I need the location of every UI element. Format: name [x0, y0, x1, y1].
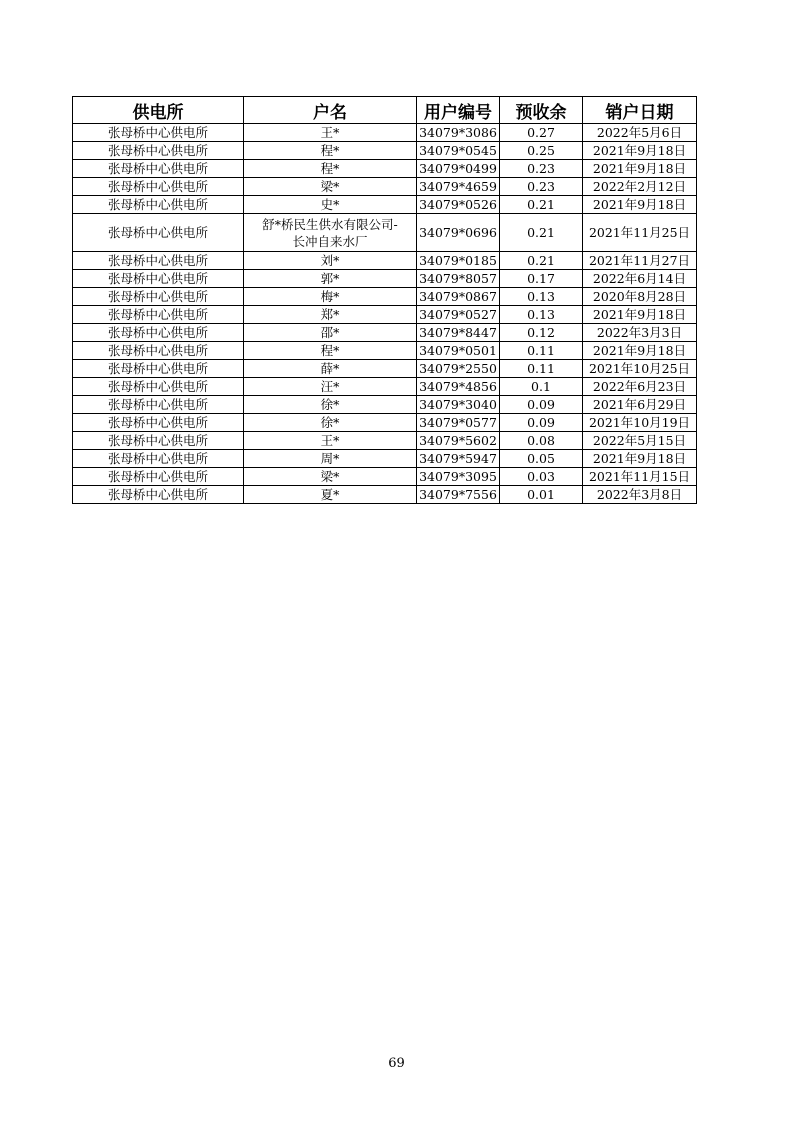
table-row — [73, 414, 697, 432]
page-number: 69 — [388, 1056, 405, 1071]
prepaid-balance-cell: 0.05 — [500, 450, 583, 468]
prepaid-balance-cell: 0.21 — [500, 252, 583, 270]
account-name-cell: 汪* — [244, 378, 417, 396]
table-row — [73, 432, 697, 450]
account-name-cell: 梁* — [244, 468, 417, 486]
closing-date-cell: 2021年9月18日 — [583, 142, 697, 160]
user-id-cell: 34079*0696 — [417, 214, 500, 252]
closing-date-cell: 2021年9月18日 — [583, 196, 697, 214]
power-station-cell: 张母桥中心供电所 — [73, 142, 244, 160]
closing-date-cell: 2021年10月25日 — [583, 360, 697, 378]
account-name-cell: 梁* — [244, 178, 417, 196]
power-station-cell: 张母桥中心供电所 — [73, 214, 244, 252]
account-name-cell: 郭* — [244, 270, 417, 288]
user-id-cell: 34079*0526 — [417, 196, 500, 214]
closing-date-cell: 2021年10月19日 — [583, 414, 697, 432]
header-row — [73, 97, 697, 124]
user-id-cell: 34079*0501 — [417, 342, 500, 360]
table-row — [73, 160, 697, 178]
header-closing-date: 销户日期 — [583, 97, 697, 124]
user-id-cell: 34079*7556 — [417, 486, 500, 504]
prepaid-balance-cell: 0.11 — [500, 360, 583, 378]
power-station-cell: 张母桥中心供电所 — [73, 450, 244, 468]
header-power-station: 供电所 — [73, 97, 244, 124]
power-station-cell: 张母桥中心供电所 — [73, 360, 244, 378]
power-station-cell: 张母桥中心供电所 — [73, 196, 244, 214]
power-station-cell: 张母桥中心供电所 — [73, 160, 244, 178]
user-id-cell: 34079*3040 — [417, 396, 500, 414]
prepaid-balance-cell: 0.23 — [500, 178, 583, 196]
power-station-cell: 张母桥中心供电所 — [73, 378, 244, 396]
account-name-cell: 舒*桥民生供水有限公司- 长冲自来水厂 — [244, 214, 417, 252]
closing-date-cell: 2022年6月14日 — [583, 270, 697, 288]
closing-date-cell: 2022年5月15日 — [583, 432, 697, 450]
power-station-cell: 张母桥中心供电所 — [73, 124, 244, 142]
power-station-cell: 张母桥中心供电所 — [73, 324, 244, 342]
user-id-cell: 34079*3086 — [417, 124, 500, 142]
closed-accounts-table-container — [72, 96, 696, 504]
power-station-cell: 张母桥中心供电所 — [73, 306, 244, 324]
account-name-cell: 夏* — [244, 486, 417, 504]
table-row — [73, 342, 697, 360]
table-row — [73, 142, 697, 160]
power-station-cell: 张母桥中心供电所 — [73, 270, 244, 288]
account-name-cell: 刘* — [244, 252, 417, 270]
user-id-cell: 34079*3095 — [417, 468, 500, 486]
user-id-cell: 34079*2550 — [417, 360, 500, 378]
user-id-cell: 34079*0499 — [417, 160, 500, 178]
closing-date-cell: 2021年9月18日 — [583, 306, 697, 324]
user-id-cell: 34079*4659 — [417, 178, 500, 196]
power-station-cell: 张母桥中心供电所 — [73, 468, 244, 486]
user-id-cell: 34079*4856 — [417, 378, 500, 396]
prepaid-balance-cell: 0.1 — [500, 378, 583, 396]
closing-date-cell: 2021年11月15日 — [583, 468, 697, 486]
table-row — [73, 196, 697, 214]
table-row — [73, 450, 697, 468]
closing-date-cell: 2021年9月18日 — [583, 450, 697, 468]
user-id-cell: 34079*8057 — [417, 270, 500, 288]
account-name-cell: 梅* — [244, 288, 417, 306]
table-header — [73, 97, 697, 124]
closing-date-cell: 2022年6月23日 — [583, 378, 697, 396]
prepaid-balance-cell: 0.25 — [500, 142, 583, 160]
power-station-cell: 张母桥中心供电所 — [73, 486, 244, 504]
prepaid-balance-cell: 0.09 — [500, 414, 583, 432]
account-name-cell: 王* — [244, 432, 417, 450]
account-name-cell: 薛* — [244, 360, 417, 378]
prepaid-balance-cell: 0.08 — [500, 432, 583, 450]
prepaid-balance-cell: 0.11 — [500, 342, 583, 360]
table-row — [73, 360, 697, 378]
user-id-cell: 34079*0545 — [417, 142, 500, 160]
account-name-cell: 徐* — [244, 414, 417, 432]
account-name-cell: 程* — [244, 160, 417, 178]
table-row — [73, 178, 697, 196]
power-station-cell: 张母桥中心供电所 — [73, 432, 244, 450]
power-station-cell: 张母桥中心供电所 — [73, 178, 244, 196]
closing-date-cell: 2022年5月6日 — [583, 124, 697, 142]
prepaid-balance-cell: 0.13 — [500, 288, 583, 306]
table-row — [73, 270, 697, 288]
closing-date-cell: 2021年9月18日 — [583, 342, 697, 360]
user-id-cell: 34079*0577 — [417, 414, 500, 432]
table-row — [73, 468, 697, 486]
power-station-cell: 张母桥中心供电所 — [73, 396, 244, 414]
user-id-cell: 34079*0527 — [417, 306, 500, 324]
closed-accounts-table — [72, 96, 697, 504]
power-station-cell: 张母桥中心供电所 — [73, 342, 244, 360]
prepaid-balance-cell: 0.17 — [500, 270, 583, 288]
table-row — [73, 306, 697, 324]
account-name-cell: 周* — [244, 450, 417, 468]
account-name-cell: 王* — [244, 124, 417, 142]
closing-date-cell: 2021年11月27日 — [583, 252, 697, 270]
table-row — [73, 324, 697, 342]
table-row — [73, 378, 697, 396]
prepaid-balance-cell: 0.23 — [500, 160, 583, 178]
prepaid-balance-cell: 0.03 — [500, 468, 583, 486]
table-row — [73, 288, 697, 306]
table-body — [73, 124, 697, 504]
power-station-cell: 张母桥中心供电所 — [73, 252, 244, 270]
closing-date-cell: 2021年6月29日 — [583, 396, 697, 414]
user-id-cell: 34079*5602 — [417, 432, 500, 450]
closing-date-cell: 2022年3月3日 — [583, 324, 697, 342]
header-prepaid-balance: 预收余 — [500, 97, 583, 124]
power-station-cell: 张母桥中心供电所 — [73, 414, 244, 432]
closing-date-cell: 2022年2月12日 — [583, 178, 697, 196]
user-id-cell: 34079*0185 — [417, 252, 500, 270]
user-id-cell: 34079*5947 — [417, 450, 500, 468]
closing-date-cell: 2021年9月18日 — [583, 160, 697, 178]
account-name-cell: 程* — [244, 342, 417, 360]
account-name-cell: 郑* — [244, 306, 417, 324]
user-id-cell: 34079*8447 — [417, 324, 500, 342]
prepaid-balance-cell: 0.27 — [500, 124, 583, 142]
account-name-cell: 邵* — [244, 324, 417, 342]
closing-date-cell: 2020年8月28日 — [583, 288, 697, 306]
table-row — [73, 252, 697, 270]
account-name-cell: 程* — [244, 142, 417, 160]
table-row — [73, 486, 697, 504]
user-id-cell: 34079*0867 — [417, 288, 500, 306]
table-row — [73, 214, 697, 252]
closing-date-cell: 2021年11月25日 — [583, 214, 697, 252]
prepaid-balance-cell: 0.09 — [500, 396, 583, 414]
table-row — [73, 124, 697, 142]
closing-date-cell: 2022年3月8日 — [583, 486, 697, 504]
prepaid-balance-cell: 0.21 — [500, 196, 583, 214]
account-name-cell: 徐* — [244, 396, 417, 414]
prepaid-balance-cell: 0.21 — [500, 214, 583, 252]
account-name-cell: 史* — [244, 196, 417, 214]
table-row — [73, 396, 697, 414]
header-user-id: 用户编号 — [417, 97, 500, 124]
prepaid-balance-cell: 0.12 — [500, 324, 583, 342]
prepaid-balance-cell: 0.13 — [500, 306, 583, 324]
power-station-cell: 张母桥中心供电所 — [73, 288, 244, 306]
prepaid-balance-cell: 0.01 — [500, 486, 583, 504]
header-account-name: 户名 — [244, 97, 417, 124]
